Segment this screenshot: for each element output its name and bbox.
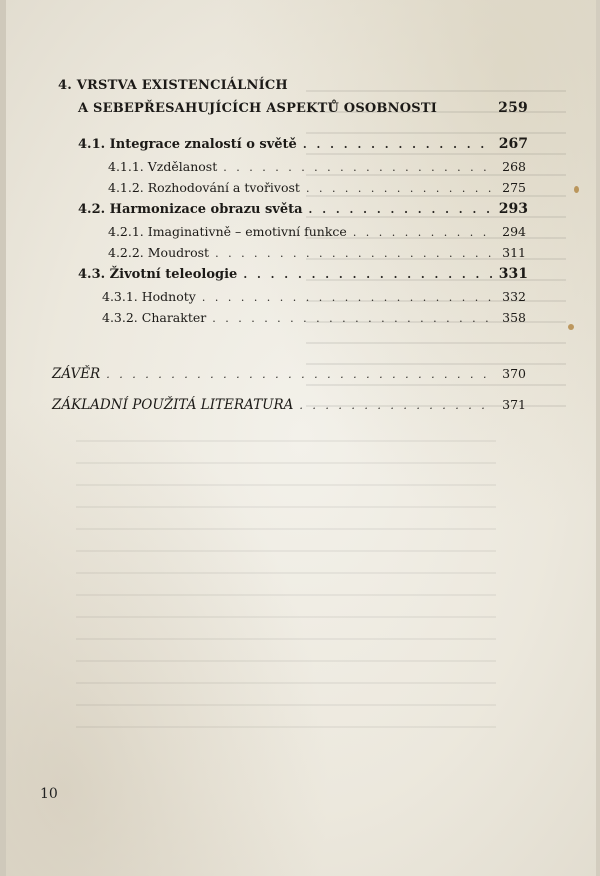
toc-entry-4-2-2 bbox=[108, 245, 526, 260]
leader-dots bbox=[309, 203, 493, 216]
toc-entry-4-1 bbox=[78, 136, 528, 152]
paper-stain bbox=[574, 186, 579, 193]
toc-entry-4-3 bbox=[78, 266, 528, 282]
toc-entry-page: 371 bbox=[502, 397, 526, 412]
toc-entry-page: 331 bbox=[498, 266, 528, 282]
toc-entry-4-3-2 bbox=[102, 310, 526, 325]
toc-entry-page: 275 bbox=[502, 180, 526, 195]
toc-entry-page: 294 bbox=[502, 224, 526, 239]
leader-dots bbox=[303, 138, 493, 151]
toc-entry-page: 267 bbox=[498, 136, 528, 152]
toc-entry-label: 4.2.2. Moudrost bbox=[108, 245, 210, 260]
leader-dots bbox=[212, 312, 494, 325]
chapter-title-line2 bbox=[78, 100, 528, 116]
bleed-through-text-lower bbox=[76, 440, 496, 730]
toc-entry-label: 4.1. Integrace znalostí o světě bbox=[78, 137, 297, 152]
toc-entry-label: 4.2.1. Imaginativně – emotivní funkce bbox=[108, 224, 347, 239]
toc-entry-4-2 bbox=[78, 201, 528, 217]
toc-entry-page: 370 bbox=[502, 366, 526, 381]
leader-dots bbox=[299, 399, 494, 412]
leader-dots bbox=[215, 247, 494, 260]
toc-entry-label: 4.3.1. Hodnoty bbox=[102, 289, 196, 304]
leader-dots bbox=[243, 268, 492, 281]
toc-entry-4-3-1 bbox=[102, 289, 526, 304]
toc-entry-page: 311 bbox=[502, 245, 526, 260]
toc-entry-4-1-2 bbox=[108, 180, 526, 195]
chapter-subtitle-text: A SEBEPŘESAHUJÍCÍCH ASPEKTŮ OSOBNOSTI bbox=[78, 101, 437, 116]
paper-stain-2 bbox=[568, 324, 574, 330]
toc-entry-zaver bbox=[52, 366, 526, 382]
toc-entry-label: 4.1.2. Rozhodování a tvořivost bbox=[108, 180, 300, 195]
leader-dots bbox=[306, 182, 494, 195]
leader-dots bbox=[106, 368, 494, 381]
leader-dots bbox=[223, 161, 494, 174]
toc-entry-label: 4.1.1. Vzdělanost bbox=[108, 159, 218, 174]
toc-entry-page: 332 bbox=[502, 289, 526, 304]
page-number: 10 bbox=[40, 786, 58, 802]
toc-entry-label: 4.2. Harmonizace obrazu světa bbox=[78, 202, 303, 217]
toc-entry-label: ZÁKLADNÍ POUŽITÁ LITERATURA bbox=[52, 397, 294, 413]
toc-entry-literatura bbox=[52, 397, 526, 413]
toc-entry-page: 293 bbox=[498, 201, 528, 217]
toc-entry-label: ZÁVĚR bbox=[52, 366, 101, 382]
toc-entry-page: 358 bbox=[502, 310, 526, 325]
toc-entry-label: 4.3. Životní teleologie bbox=[78, 267, 238, 282]
toc-entry-4-1-1 bbox=[108, 159, 526, 174]
chapter-title-line1 bbox=[58, 78, 288, 93]
toc-entry-4-2-1 bbox=[108, 224, 526, 239]
leader-dots bbox=[353, 226, 494, 239]
chapter-title-text: 4. VRSTVA EXISTENCIÁLNÍCH bbox=[58, 78, 288, 93]
toc-entry-page: 268 bbox=[502, 159, 526, 174]
leader-dots bbox=[202, 291, 494, 304]
toc-entry-label: 4.3.2. Charakter bbox=[102, 310, 207, 325]
chapter-page-number: 259 bbox=[498, 100, 528, 116]
